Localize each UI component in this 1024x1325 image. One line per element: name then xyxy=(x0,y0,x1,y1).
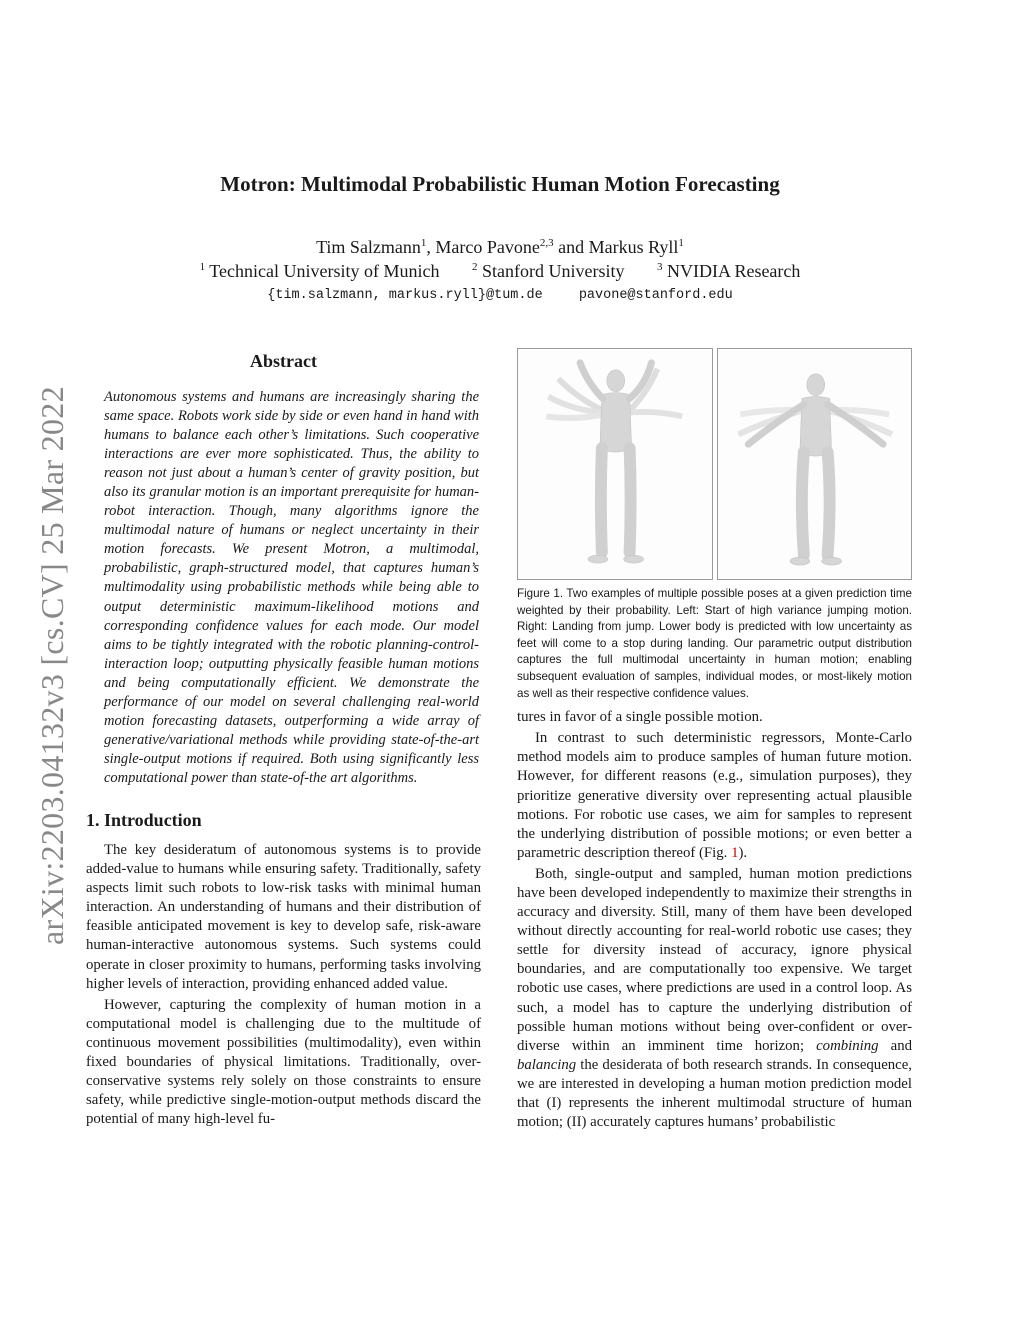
left-column xyxy=(86,348,481,1131)
affiliation: $^2$ Stanford University xyxy=(471,261,625,281)
paragraph: However, capturing the complexity of human motion in a computational model is challenging due to the multitude of continuous movement possibilities (multimodality), even within fixed boundaries of physical limitations. Traditionally, over-conservative systems rely solely on those constraints to ensure safety, while predictive single-motion-output methods discard the potential of many high-level fu- xyxy=(86,996,481,1128)
section-heading-introduction: 1. Introduction xyxy=(86,809,202,830)
author-name: Marco Pavone xyxy=(435,237,540,257)
paragraph: Both, single-output and sampled, human motion predictions have been developed independently to maximize their strengths in accuracy and diversity. Still, many of them have been developed without directly accounting for real-world robotic use cases; they settle for diversity instead of accuracy, ignore physical boundaries, and are computationally too expensive. We target robotic use cases, where predictions are used in a control loop. As such, a model has to capture the underlying distribution of possible human motions without being over-confident or over-diverse within an imminent time horizon; combining and balancing the desiderata of both research strands. In consequence, we are interested in developing a human motion prediction model that (I) represents the inherent multimodal structure of human motion; (II) accurately captures humans’ probabilistic xyxy=(517,865,912,1131)
author-name: Tim Salzmann xyxy=(316,237,421,257)
arxiv-side-label: arXiv:2203.04132v3 [cs.CV] 25 Mar 2022 xyxy=(34,386,70,945)
author-sup: 1 xyxy=(678,237,684,249)
email-line xyxy=(0,288,1000,303)
figure-1 xyxy=(517,348,912,580)
paper-title: Motron: Multimodal Probabilistic Human Motion Forecasting xyxy=(220,172,780,196)
human-pose-landing-image xyxy=(718,349,912,579)
email: pavone@stanford.edu xyxy=(578,288,733,303)
abstract-text: Autonomous systems and humans are increasingly sharing the same space. Robots work side by side or even hand in hand with humans to balance each other’s limitations. Such cooperative interactions are ever more sophisticated. Thus, the ability to reason not just about a human’s center of gravity position, but also its granular motion is an important prerequisite for human-robot interaction. Though, many algorithms ignore the multimodal nature of humans or neglect uncertainty in their motion forecasts. We present Motron, a multimodal, probabilistic, graph-structured model, that captures human’s multimodality using probabilistic methods while being able to output deterministic maximum-likelihood motions and corresponding confidence values for each mode. Our model aims to be tightly integrated with the robotic planning-control-interaction loop; outputting physically feasible human motions and being computationally efficient. We demonstrate the performance of our model on several challenging real-world motion forecasting datasets, outperforming a wide array of generative/variational methods while providing state-of-the-art single-output motions if required. Both using significantly less computational power than state-of-the art algorithms. xyxy=(104,389,479,786)
figure-panel-left xyxy=(517,348,713,580)
author-name: Markus Ryll xyxy=(588,237,679,257)
abstract-heading: Abstract xyxy=(250,351,317,371)
affiliation: $^1$ Technical University of Munich xyxy=(199,261,440,281)
author-sup: 2,3 xyxy=(539,237,554,249)
author-sup: 1 xyxy=(420,237,427,249)
right-column xyxy=(517,348,912,1134)
paragraph: In contrast to such deterministic regressors, Monte-Carlo method models aim to produce samples of human future motion. However, for different reasons (e.g., simulation purposes), they prioritize generative diversity over representing actual plausible motions. For robotic use cases, we aim for samples to represent the underlying distribution of possible motions; or even better a parametric description thereof (Fig. 1). xyxy=(517,730,912,861)
human-pose-jumping-image xyxy=(518,349,712,579)
author-line: Tim Salzmann$^1$, Marco Pavone$^{2,3}$ and Markus Ryll$^1$ xyxy=(316,237,684,257)
figure-reference-link[interactable]: 1 xyxy=(731,844,739,861)
affiliation: $^3$ NVIDIA Research xyxy=(656,261,801,281)
email: {tim.salzmann, markus.ryll}@tum.de xyxy=(267,288,543,303)
affiliation-line xyxy=(0,261,1000,282)
paragraph: The key desideratum of autonomous systems is to provide added-value to humans while ensuring safety. Traditionally, safety aspects limit such robots to low-risk tasks with minimal human interaction. An understanding of humans and their distribution of feasible anticipated movement is key to develop safe, risk-aware human-interactive autonomous systems. Such systems could operate in closer proximity to humans, performing tasks involving higher levels of interaction, providing enhanced added value. xyxy=(86,841,481,992)
paragraph: tures in favor of a single possible motion. xyxy=(517,709,763,726)
figure-caption: Figure 1. Two examples of multiple possible poses at a given prediction time weighted by their probability. Left: Start of high variance jumping motion. Right: Landing from jump. Lower body is predicted with low uncertainty as feet will come to a stop during landing. Our parametric output distribution captures the full multimodal uncertainty in human motion; enabling subsequent evaluation of samples, individual modes, or most-likely motion as well as their respective confidence values. xyxy=(517,587,912,700)
figure-panel-right xyxy=(717,348,913,580)
